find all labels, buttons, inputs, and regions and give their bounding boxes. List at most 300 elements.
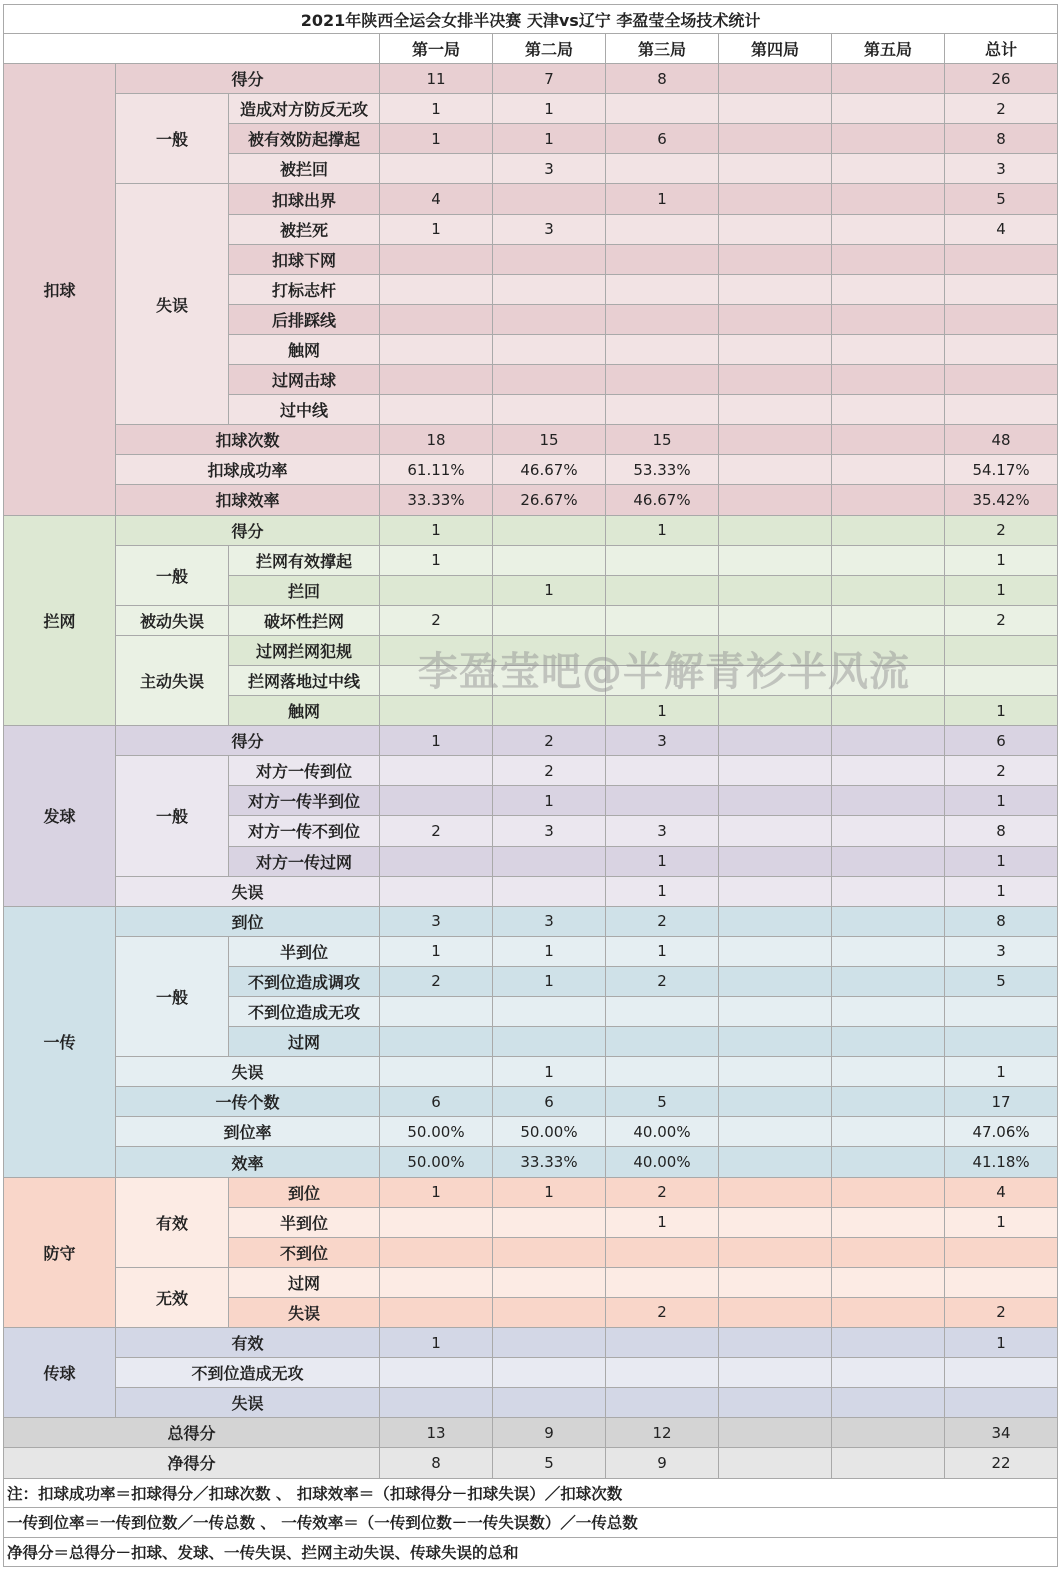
- row-label: 被拦回: [229, 154, 380, 184]
- row-label: 对方一传不到位: [229, 816, 380, 846]
- value-cell: [606, 1328, 719, 1358]
- group-label: 失误: [116, 184, 229, 425]
- value-cell: 1: [380, 515, 493, 545]
- group-label: 主动失误: [116, 635, 229, 725]
- row-label: 得分: [116, 726, 380, 756]
- row-label: 失误: [116, 1057, 380, 1087]
- value-cell: [719, 334, 832, 364]
- value-cell: [832, 455, 945, 485]
- value-cell: 48: [945, 425, 1058, 455]
- value-cell: [606, 214, 719, 244]
- value-cell: [380, 1388, 493, 1418]
- value-cell: 1: [945, 876, 1058, 906]
- value-cell: [380, 334, 493, 364]
- table-row: [4, 936, 1058, 966]
- value-cell: [945, 365, 1058, 395]
- value-cell: [945, 274, 1058, 304]
- value-cell: [493, 244, 606, 274]
- value-cell: 1: [945, 786, 1058, 816]
- value-cell: 3: [493, 154, 606, 184]
- value-cell: 34: [945, 1418, 1058, 1448]
- value-cell: [719, 1388, 832, 1418]
- value-cell: 1: [945, 1057, 1058, 1087]
- value-cell: [606, 334, 719, 364]
- value-cell: 2: [606, 1297, 719, 1327]
- row-label: 效率: [116, 1147, 380, 1177]
- value-cell: [832, 365, 945, 395]
- value-cell: 1: [493, 786, 606, 816]
- value-cell: [719, 425, 832, 455]
- value-cell: [606, 94, 719, 124]
- header-row: [4, 34, 1058, 64]
- row-label: 不到位造成无攻: [116, 1358, 380, 1388]
- value-cell: [832, 1418, 945, 1448]
- value-cell: 1: [493, 1177, 606, 1207]
- value-cell: 8: [945, 124, 1058, 154]
- row-label: 过网: [229, 1267, 380, 1297]
- value-cell: 46.67%: [606, 485, 719, 515]
- value-cell: [606, 575, 719, 605]
- value-cell: [606, 1057, 719, 1087]
- value-cell: 1: [606, 184, 719, 214]
- value-cell: [832, 1297, 945, 1327]
- value-cell: [719, 485, 832, 515]
- section-block: 拦网: [4, 515, 116, 726]
- note-row: [4, 1508, 1058, 1538]
- value-cell: [719, 1297, 832, 1327]
- value-cell: [380, 1297, 493, 1327]
- value-cell: [493, 1358, 606, 1388]
- value-cell: 2: [945, 605, 1058, 635]
- value-cell: [380, 756, 493, 786]
- value-cell: 2: [380, 816, 493, 846]
- section-defense: 防守: [4, 1177, 116, 1327]
- value-cell: 3: [493, 816, 606, 846]
- value-cell: [493, 1388, 606, 1418]
- value-cell: [832, 64, 945, 94]
- value-cell: 6: [493, 1087, 606, 1117]
- value-cell: [493, 876, 606, 906]
- value-cell: [945, 1237, 1058, 1267]
- row-label: 扣球次数: [116, 425, 380, 455]
- value-cell: [945, 304, 1058, 334]
- table-row: [4, 876, 1058, 906]
- value-cell: [493, 545, 606, 575]
- group-label: 无效: [116, 1267, 229, 1327]
- row-label: 拦网落地过中线: [229, 665, 380, 695]
- column-header: 第四局: [719, 34, 832, 64]
- value-cell: 2: [945, 94, 1058, 124]
- table-row: [4, 515, 1058, 545]
- value-cell: [719, 575, 832, 605]
- value-cell: [945, 1388, 1058, 1418]
- value-cell: [493, 1267, 606, 1297]
- value-cell: 1: [606, 696, 719, 726]
- table-row: [4, 485, 1058, 515]
- table-row: [4, 635, 1058, 665]
- value-cell: [719, 304, 832, 334]
- value-cell: [380, 846, 493, 876]
- value-cell: 53.33%: [606, 455, 719, 485]
- value-cell: [719, 395, 832, 425]
- value-cell: [493, 334, 606, 364]
- row-label: 一传个数: [116, 1087, 380, 1117]
- value-cell: [719, 1117, 832, 1147]
- value-cell: [606, 1237, 719, 1267]
- row-label: 对方一传过网: [229, 846, 380, 876]
- group-label: 被动失误: [116, 605, 229, 635]
- value-cell: 13: [380, 1418, 493, 1448]
- section-reception: 一传: [4, 906, 116, 1177]
- footnote: 注：扣球成功率＝扣球得分／扣球次数 、 扣球效率＝（扣球得分－扣球失误）／扣球次数: [4, 1478, 1058, 1508]
- table-row: [4, 455, 1058, 485]
- section-setting: 传球: [4, 1328, 116, 1418]
- value-cell: [493, 515, 606, 545]
- row-label: 触网: [229, 334, 380, 364]
- value-cell: 8: [380, 1448, 493, 1478]
- value-cell: [719, 1237, 832, 1267]
- value-cell: 1: [380, 1328, 493, 1358]
- value-cell: [719, 1207, 832, 1237]
- value-cell: 3: [945, 154, 1058, 184]
- value-cell: [832, 605, 945, 635]
- value-cell: [606, 1027, 719, 1057]
- value-cell: [493, 365, 606, 395]
- value-cell: 2: [606, 1177, 719, 1207]
- value-cell: [606, 1388, 719, 1418]
- row-label: 拦网有效撑起: [229, 545, 380, 575]
- value-cell: 5: [945, 966, 1058, 996]
- table-row: [4, 605, 1058, 635]
- row-label: 扣球效率: [116, 485, 380, 515]
- value-cell: [832, 485, 945, 515]
- value-cell: 3: [380, 906, 493, 936]
- value-cell: 1: [493, 936, 606, 966]
- table-row: [4, 94, 1058, 124]
- value-cell: [719, 665, 832, 695]
- value-cell: [493, 605, 606, 635]
- row-label: 触网: [229, 696, 380, 726]
- value-cell: 1: [945, 846, 1058, 876]
- value-cell: [719, 274, 832, 304]
- value-cell: 6: [945, 726, 1058, 756]
- group-label: 有效: [116, 1177, 229, 1267]
- value-cell: 17: [945, 1087, 1058, 1117]
- watermark: 李盈莹吧@半解青衫半风流: [418, 649, 910, 695]
- value-cell: [832, 425, 945, 455]
- value-cell: [380, 304, 493, 334]
- value-cell: 2: [380, 966, 493, 996]
- row-label: 后排踩线: [229, 304, 380, 334]
- value-cell: 1: [380, 1177, 493, 1207]
- value-cell: 1: [493, 575, 606, 605]
- row-label: 失误: [116, 876, 380, 906]
- value-cell: 1: [493, 94, 606, 124]
- table-row: [4, 1177, 1058, 1207]
- value-cell: [719, 605, 832, 635]
- value-cell: [832, 545, 945, 575]
- value-cell: [719, 1057, 832, 1087]
- value-cell: 15: [606, 425, 719, 455]
- value-cell: [380, 1358, 493, 1388]
- value-cell: [832, 665, 945, 695]
- column-header: 第五局: [832, 34, 945, 64]
- value-cell: [606, 545, 719, 575]
- value-cell: 61.11%: [380, 455, 493, 485]
- value-cell: 18: [380, 425, 493, 455]
- row-label: 失误: [116, 1388, 380, 1418]
- value-cell: 6: [380, 1087, 493, 1117]
- value-cell: 2: [606, 966, 719, 996]
- value-cell: 11: [380, 64, 493, 94]
- value-cell: 35.42%: [945, 485, 1058, 515]
- value-cell: 3: [493, 214, 606, 244]
- value-cell: 1: [945, 575, 1058, 605]
- value-cell: [832, 515, 945, 545]
- value-cell: [606, 756, 719, 786]
- value-cell: [832, 1328, 945, 1358]
- value-cell: 1: [380, 545, 493, 575]
- value-cell: [493, 1328, 606, 1358]
- value-cell: [719, 726, 832, 756]
- value-cell: [606, 997, 719, 1027]
- value-cell: 3: [945, 936, 1058, 966]
- table-row: [4, 1328, 1058, 1358]
- row-label: 总得分: [4, 1418, 380, 1448]
- value-cell: [832, 635, 945, 665]
- value-cell: [719, 876, 832, 906]
- note-row: [4, 1478, 1058, 1508]
- value-cell: 9: [493, 1418, 606, 1448]
- note-row: [4, 1537, 1058, 1567]
- value-cell: 33.33%: [380, 485, 493, 515]
- value-cell: [832, 124, 945, 154]
- value-cell: 2: [606, 906, 719, 936]
- value-cell: [719, 244, 832, 274]
- value-cell: [832, 756, 945, 786]
- value-cell: [832, 816, 945, 846]
- value-cell: [945, 244, 1058, 274]
- row-label: 被拦死: [229, 214, 380, 244]
- value-cell: [719, 64, 832, 94]
- value-cell: 2: [945, 515, 1058, 545]
- value-cell: [832, 1117, 945, 1147]
- value-cell: 9: [606, 1448, 719, 1478]
- value-cell: [832, 1177, 945, 1207]
- value-cell: [380, 1267, 493, 1297]
- value-cell: [719, 455, 832, 485]
- value-cell: 2: [945, 1297, 1058, 1327]
- value-cell: [380, 365, 493, 395]
- value-cell: [606, 1358, 719, 1388]
- value-cell: [832, 1147, 945, 1177]
- row-label: 失误: [229, 1297, 380, 1327]
- value-cell: 46.67%: [493, 455, 606, 485]
- value-cell: 26.67%: [493, 485, 606, 515]
- value-cell: 1: [945, 696, 1058, 726]
- table-row: [4, 1117, 1058, 1147]
- value-cell: 6: [606, 124, 719, 154]
- value-cell: [719, 786, 832, 816]
- value-cell: [832, 214, 945, 244]
- value-cell: [493, 846, 606, 876]
- stats-table: [3, 4, 1058, 1567]
- value-cell: [832, 244, 945, 274]
- value-cell: [606, 154, 719, 184]
- value-cell: 4: [945, 214, 1058, 244]
- value-cell: 2: [493, 756, 606, 786]
- value-cell: [832, 395, 945, 425]
- value-cell: [493, 696, 606, 726]
- row-label: 造成对方防反无攻: [229, 94, 380, 124]
- value-cell: [380, 997, 493, 1027]
- value-cell: 1: [606, 876, 719, 906]
- section-spike: 扣球: [4, 64, 116, 515]
- value-cell: 1: [945, 1207, 1058, 1237]
- value-cell: 1: [380, 936, 493, 966]
- value-cell: [945, 1027, 1058, 1057]
- value-cell: 4: [380, 184, 493, 214]
- value-cell: [380, 395, 493, 425]
- value-cell: [945, 997, 1058, 1027]
- value-cell: [380, 1057, 493, 1087]
- table-row: [4, 1418, 1058, 1448]
- value-cell: [606, 786, 719, 816]
- value-cell: [380, 696, 493, 726]
- value-cell: [493, 1297, 606, 1327]
- value-cell: 5: [606, 1087, 719, 1117]
- row-label: 到位: [116, 906, 380, 936]
- value-cell: 50.00%: [493, 1117, 606, 1147]
- table-row: [4, 425, 1058, 455]
- value-cell: [380, 154, 493, 184]
- value-cell: 33.33%: [493, 1147, 606, 1177]
- value-cell: 1: [380, 124, 493, 154]
- table-row: [4, 1358, 1058, 1388]
- footnote: 净得分＝总得分－扣球、发球、一传失误、拦网主动失误、传球失误的总和: [4, 1537, 1058, 1567]
- row-label: 拦回: [229, 575, 380, 605]
- value-cell: 50.00%: [380, 1117, 493, 1147]
- value-cell: [719, 154, 832, 184]
- value-cell: [832, 786, 945, 816]
- value-cell: 3: [493, 906, 606, 936]
- row-label: 过网击球: [229, 365, 380, 395]
- group-label: 一般: [116, 936, 229, 1056]
- value-cell: [832, 274, 945, 304]
- value-cell: [945, 665, 1058, 695]
- value-cell: [832, 334, 945, 364]
- page-title: 2021年陕西全运会女排半决赛 天津vs辽宁 李盈莹全场技术统计: [4, 5, 1058, 34]
- value-cell: [719, 184, 832, 214]
- value-cell: 1: [606, 936, 719, 966]
- value-cell: 2: [945, 756, 1058, 786]
- value-cell: 1: [606, 1207, 719, 1237]
- value-cell: [606, 395, 719, 425]
- row-label: 有效: [116, 1328, 380, 1358]
- footnote: 一传到位率＝一传到位数／一传总数 、 一传效率＝（一传到位数－一传失误数）／一传总数: [4, 1508, 1058, 1538]
- value-cell: 2: [380, 605, 493, 635]
- value-cell: [832, 726, 945, 756]
- value-cell: 5: [493, 1448, 606, 1478]
- row-label: 对方一传半到位: [229, 786, 380, 816]
- value-cell: [832, 94, 945, 124]
- value-cell: 4: [945, 1177, 1058, 1207]
- value-cell: [945, 395, 1058, 425]
- table-row: [4, 906, 1058, 936]
- value-cell: [719, 214, 832, 244]
- table-row: [4, 756, 1058, 786]
- value-cell: [719, 1087, 832, 1117]
- value-cell: [719, 1328, 832, 1358]
- value-cell: [380, 876, 493, 906]
- header-blank: [4, 34, 380, 64]
- row-label: 不到位: [229, 1237, 380, 1267]
- value-cell: [493, 184, 606, 214]
- value-cell: [493, 1207, 606, 1237]
- value-cell: [832, 154, 945, 184]
- value-cell: 40.00%: [606, 1147, 719, 1177]
- value-cell: [493, 274, 606, 304]
- value-cell: 1: [380, 214, 493, 244]
- value-cell: [380, 786, 493, 816]
- value-cell: [945, 635, 1058, 665]
- row-label: 到位率: [116, 1117, 380, 1147]
- value-cell: 8: [945, 906, 1058, 936]
- value-cell: 7: [493, 64, 606, 94]
- value-cell: [832, 1027, 945, 1057]
- row-label: 过网拦网犯规: [229, 635, 380, 665]
- value-cell: [719, 1358, 832, 1388]
- table-row: [4, 1057, 1058, 1087]
- value-cell: 1: [493, 1057, 606, 1087]
- table-row: [4, 64, 1058, 94]
- row-label: 不到位造成调攻: [229, 966, 380, 996]
- value-cell: [493, 395, 606, 425]
- value-cell: 41.18%: [945, 1147, 1058, 1177]
- value-cell: [832, 1087, 945, 1117]
- value-cell: 5: [945, 184, 1058, 214]
- value-cell: 1: [493, 124, 606, 154]
- value-cell: [606, 665, 719, 695]
- value-cell: 1: [380, 726, 493, 756]
- table-row: [4, 726, 1058, 756]
- value-cell: [832, 906, 945, 936]
- value-cell: [832, 1237, 945, 1267]
- value-cell: [719, 846, 832, 876]
- row-label: 对方一传到位: [229, 756, 380, 786]
- value-cell: [832, 997, 945, 1027]
- value-cell: [719, 696, 832, 726]
- value-cell: [832, 1057, 945, 1087]
- column-header: 总计: [945, 34, 1058, 64]
- row-label: 过网: [229, 1027, 380, 1057]
- value-cell: [719, 1418, 832, 1448]
- value-cell: 3: [606, 816, 719, 846]
- row-label: 扣球下网: [229, 244, 380, 274]
- row-label: 打标志杆: [229, 274, 380, 304]
- row-label: 过中线: [229, 395, 380, 425]
- value-cell: [832, 846, 945, 876]
- value-cell: [832, 1448, 945, 1478]
- section-serve: 发球: [4, 726, 116, 907]
- value-cell: [832, 1388, 945, 1418]
- table-row: [4, 1448, 1058, 1478]
- value-cell: [719, 1027, 832, 1057]
- value-cell: 8: [945, 816, 1058, 846]
- group-label: 一般: [116, 94, 229, 184]
- table-row: [4, 1087, 1058, 1117]
- value-cell: [832, 1358, 945, 1388]
